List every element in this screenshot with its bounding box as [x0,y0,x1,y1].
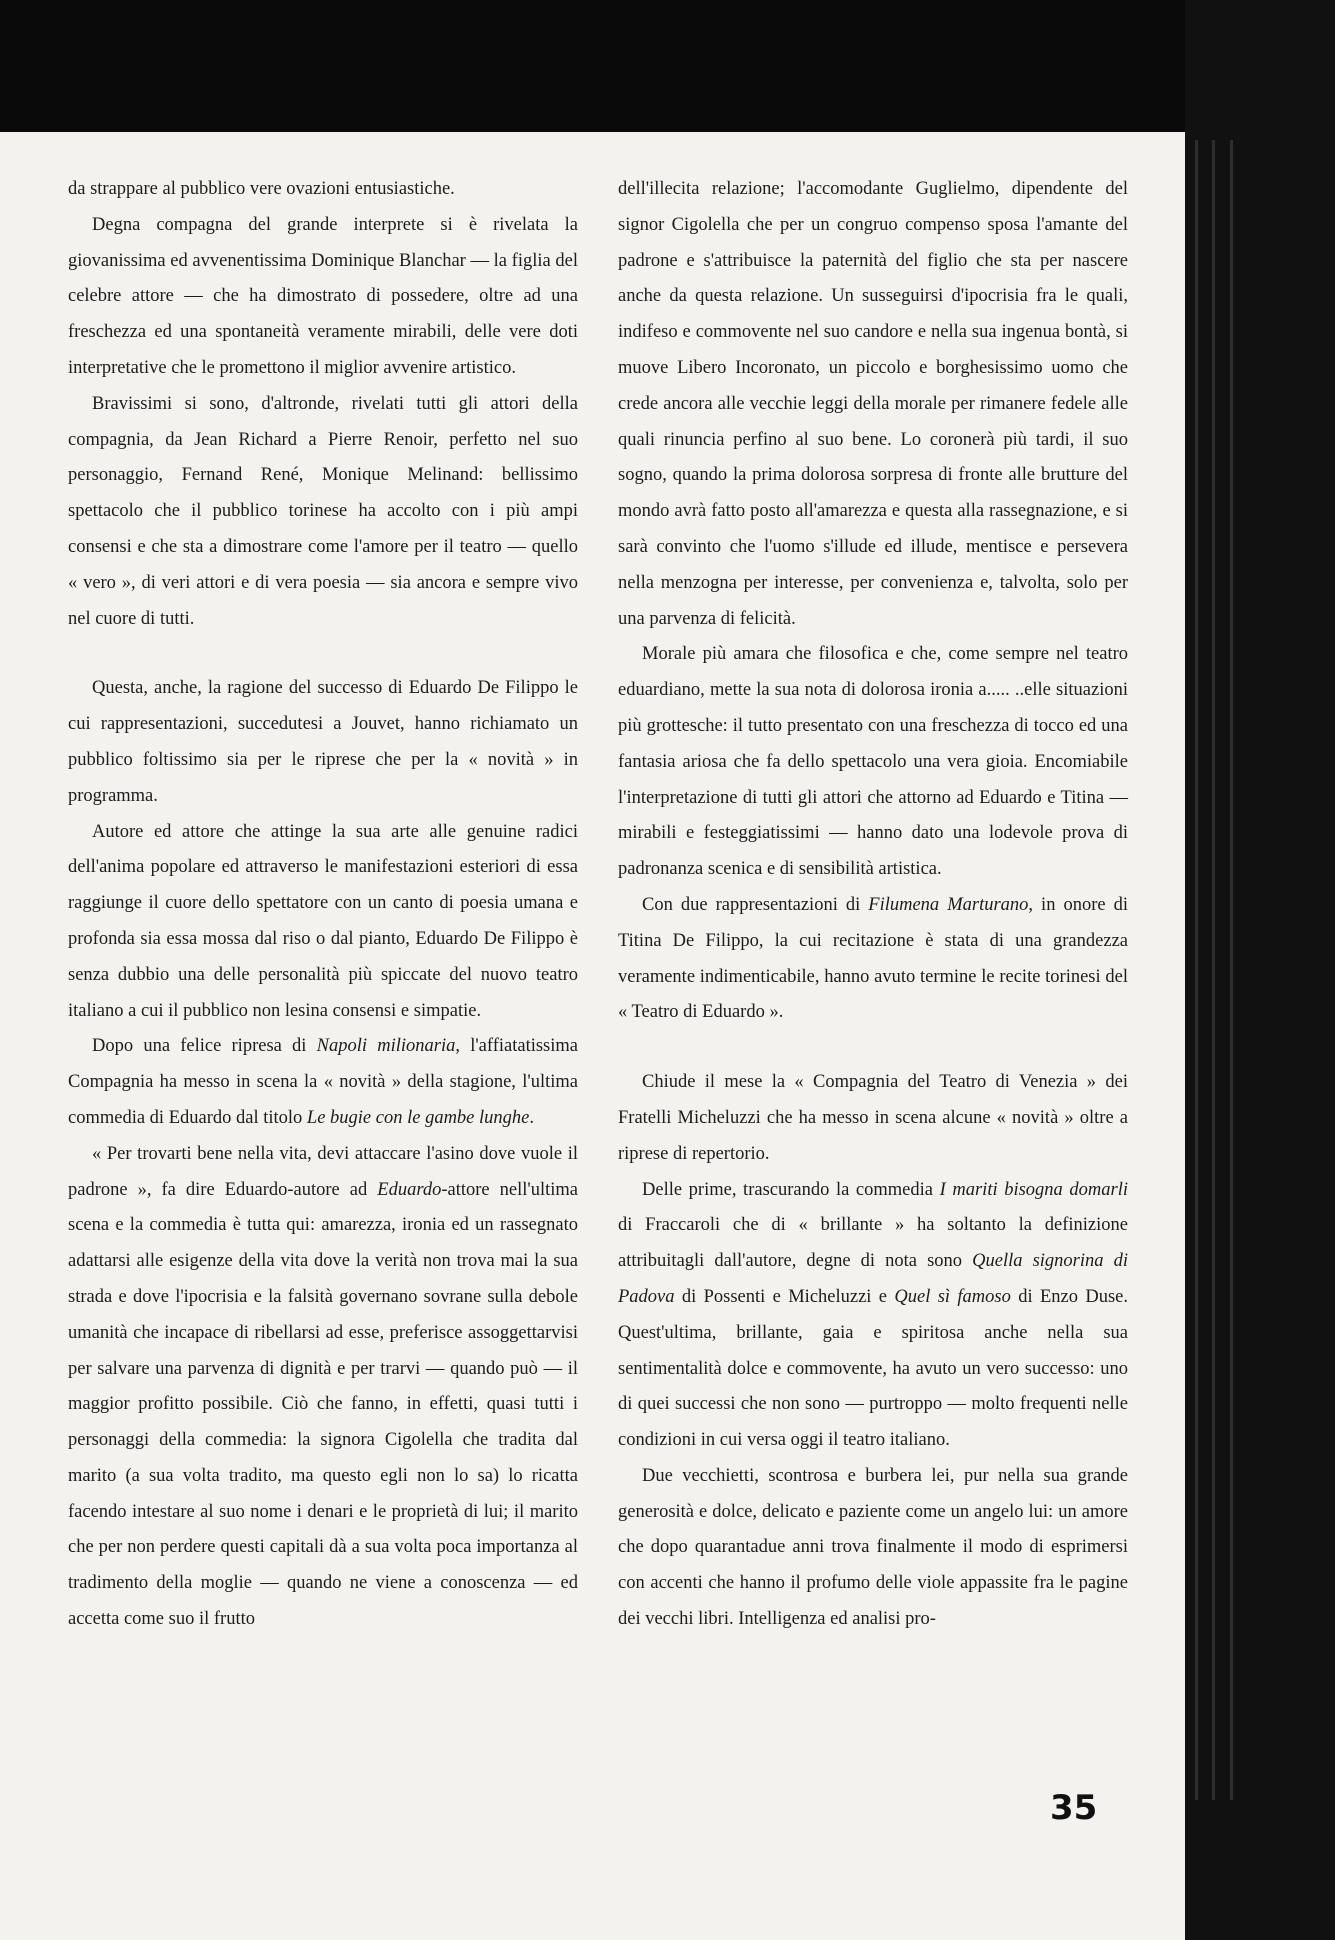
paragraph: Delle prime, trascurando la commedia I mariti bisogna domarli di Fraccaroli che di « brillante » ha soltanto la definizione attribuitagli dall'autore, degne di nota sono Quella signorina di Padova di Possenti e Micheluzzi e Quel sì famoso di Enzo Duse. Quest'ultima, brillante, gaia e spiritosa anche nella sua sentimentalità dolce e commovente, ha avuto un vero successo: uno di quei successi che non sono — purtroppo — molto frequenti nelle condizioni in cui versa oggi il teatro italiano. [618,1179,1128,1451]
page-edge-line [1212,140,1215,1800]
paragraph: « Per trovarti bene nella vita, devi attaccare l'asino dove vuole il padrone », fa dire Eduardo-autore ad Eduardo-attore nell'ultima scena e la commedia è tutta qui: amarezza, ironia ed un rassegnato adattarsi alle esigenze della vita dove la verità non trova mai la sua strada e dove l'ipocrisia e la falsità governano sovrane sulla debole umanità che incapace di ribellarsi ad esse, preferisce assoggettarvisi per salvare una parvenza di dignità e per trarvi — quando può — il maggior profitto possibile. Ciò che fanno, in effetti, quasi tutti i personaggi della commedia: la signora Cigolella che tradita dal marito (a sua volta tradito, ma questo egli non lo sa) lo ricatta facendo intestare al suo nome i denari e le proprietà di lui; il marito che per non perdere questi capitali dà a sua volta poca importanza al tradimento della moglie — quando ne viene a conoscenza — ed accetta come suo il frutto [68,1143,579,1630]
paragraph: dell'illecita relazione; l'accomodante Guglielmo, dipendente del signor Cigolella che per un congruo compenso sposa l'amante del padrone e s'attribuisce la paternità del figlio che sta per nascere anche da questa relazione. Un susseguirsi d'ipocrisia fra le quali, indifeso e commovente nel suo candore e nella sua ingenua bontà, si muove Libero Incoronato, un piccolo e borghesissimo uomo che crede ancora alle vecchie leggi della morale per rimanere fedele alle quali rinuncia perfino al suo bene. Lo coronerà più tardi, il suo sogno, quando la prima dolorosa sorpresa di fronte alle brutture del mondo avrà fatto posto all'amarezza e questa alla rassegnazione, e si sarà convinto che l'uomo s'illude ed illude, mentisce e persevera nella menzogna per interesse, per convenienza e, talvolta, solo per una parvenza di felicità. [618,179,1128,629]
play-title: Quel sì famoso [894,1286,1011,1307]
play-title: Le bugie con le gambe lunghe [306,1107,530,1128]
scan-right-border [1185,0,1335,1940]
section-gap [68,637,578,671]
left-column [68,172,578,1638]
paragraph: Questa, anche, la ragione del successo di Eduardo De Filippo le cui rappresentazioni, succedutesi a Jouvet, hanno richiamato un pubblico foltissimo sia per le riprese che per la « novità » in programma. [68,678,578,806]
paragraph: Con due rappresentazioni di Filumena Marturano, in onore di Titina De Filippo, la cui recitazione è stata di una grandezza veramente indimenticabile, hanno avuto termine le recite torinesi del « Teatro di Eduardo ». [618,894,1128,1023]
scan-top-border [0,0,1335,132]
magazine-page [0,132,1185,1940]
italic-name: Eduardo [377,1179,442,1200]
paragraph: da strappare al pubblico vere ovazioni entusiastiche. [68,179,455,199]
page-number: 35 [1050,1788,1098,1828]
page-edge-line [1195,140,1198,1800]
play-title: Filumena Marturano [868,894,1029,915]
play-title: I mariti bisogna domarli [939,1179,1128,1200]
paragraph: Due vecchietti, scontrosa e burbera lei, pur nella sua grande generosità e dolce, delicato e paziente come un angelo lui: un amore che dopo quarantadue anni trova finalmente il modo di esprimersi con accenti che hanno il profumo delle viole appassite fra le pagine dei vecchi libri. Intelligenza ed analisi pro- [618,1465,1128,1630]
right-column [618,172,1128,1638]
page-edge-line [1230,140,1233,1800]
play-title: Napoli milionaria [316,1036,456,1057]
paragraph: Degna compagna del grande interprete si è rivelata la giovanissima ed avvenentissima Dominique Blanchar — la figlia del celebre attore — che ha dimostrato di possedere, oltre ad una freschezza ed una spontaneità veramente mirabili, delle vere doti interpretative che le promettono il miglior avvenire artistico. [68,214,578,378]
paragraph: Bravissimi si sono, d'altronde, rivelati tutti gli attori della compagnia, da Jean Richard a Pierre Renoir, perfetto nel suo personaggio, Fernand René, Monique Melinand: bellissimo spettacolo che il pubblico torinese ha accolto con i più ampi consensi e che sta a dimostrare come l'amore per il teatro — quello « vero », di veri attori e di vera poesia — sia ancora e sempre vivo nel cuore di tutti. [68,393,578,629]
section-gap [618,1031,1128,1065]
paragraph: Morale più amara che filosofica e che, come sempre nel teatro eduardiano, mette la sua nota di dolorosa ironia a..... ..elle situazioni più grottesche: il tutto presentato con una freschezza di tocco ed una fantasia ariosa che fa dello spettacolo una vera gioia. Encomiabile l'interpretazione di tutti gli attori che attorno ad Eduardo e Titina — mirabili e festeggiatissimi — hanno dato una lodevole prova di padronanza scenica e di sensibilità artistica. [618,644,1128,880]
paragraph: Autore ed attore che attinge la sua arte alle genuine radici dell'anima popolare ed attraverso le manifestazioni esteriori di essa raggiunge il cuore dello spettatore con un canto di poesia umana e profonda sia essa mossa dal riso o dal pianto, Eduardo De Filippo è senza dubbio una delle personalità più spiccate del nuovo teatro italiano a cui il pubblico non lesina consensi e simpatie. [68,821,578,1021]
paragraph: Dopo una felice ripresa di Napoli milionaria, l'affiatatissima Compagnia ha messo in scena la « novità » della stagione, l'ultima commedia di Eduardo dal titolo Le bugie con le gambe lunghe. [68,1036,578,1128]
paragraph: Chiude il mese la « Compagnia del Teatro di Venezia » dei Fratelli Micheluzzi che ha messo in scena alcune « novità » oltre a riprese di repertorio. [618,1072,1128,1164]
play-title: Quella signorina di Padova [618,1251,1128,1307]
